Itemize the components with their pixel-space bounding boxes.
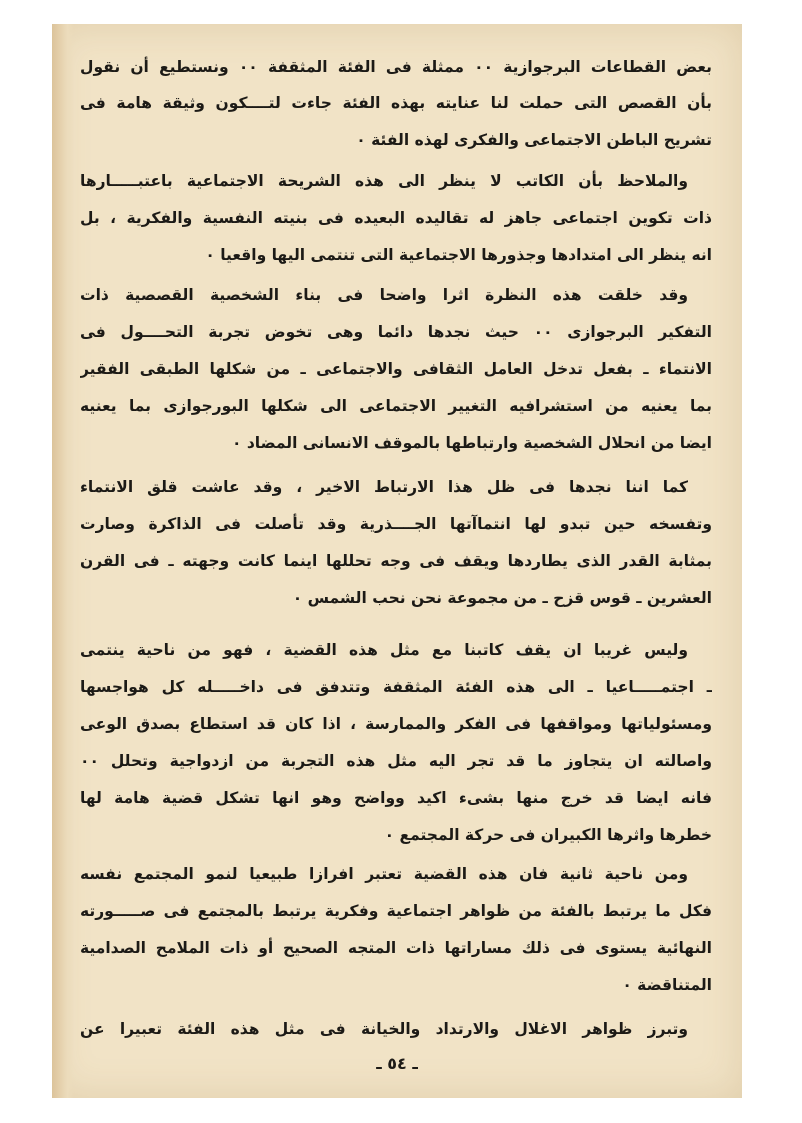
text-line: تشريح الباطن الاجتماعى والفكرى لهذه الفئة ٠ xyxy=(356,131,712,149)
text-line: ـ اجتمـــــاعيا ـ الى هذه الفئة المثقفة وتتدفق فى داخـــــله كل هواجسها xyxy=(80,678,712,696)
text-line: ذات تكوين اجتماعى جاهز له تقاليده البعيده فى بنيته النفسية والفكرية ، بل xyxy=(80,209,712,227)
text-line: بما يعنيه من استشرافيه التغيير الاجتماعى الى شكلها البورجوازى بما يعنيه xyxy=(80,397,712,415)
text-line: التفكير البرجوازى ٠٠ حيث نجدها دائما وهى تخوض تجربة التحــــول فى xyxy=(80,323,712,341)
text-line: ايضا من انحلال الشخصية وارتباطها بالموقف الانسانى المضاد ٠ xyxy=(231,434,712,452)
text-line: الانتماء ـ بفعل تدخل العامل الثقافى والاجتماعى ـ من شكلها الطبقى الفقير xyxy=(80,360,712,378)
text-line: وتبرز ظواهر الاغلال والارتداد والخيانة فى مثل هذه الفئة تعبيرا عن xyxy=(80,1020,688,1038)
text-line: ومسئولياتها ومواقفها فى الفكر والممارسة ، اذا كان قد استطاع بصدق الوعى xyxy=(80,715,712,733)
text-line: العشرين ـ قوس قزح ـ من مجموعة نحن نحب الشمس ٠ xyxy=(292,589,712,607)
text-line: كما اننا نجدها فى ظل هذا الارتباط الاخير ، وقد عاشت قلق الانتماء xyxy=(80,478,688,496)
text-line: والملاحظ بأن الكاتب لا ينظر الى هذه الشريحة الاجتماعية باعتبـــــارها xyxy=(80,172,688,190)
text-line: فانه ايضا قد خرج منها بشىء اكيد وواضح وهو انها تشكل قضية هامة لها xyxy=(80,789,712,807)
text-line: النهائية يستوى فى ذلك مساراتها ذات المتجه الصحيح أو ذات الملامح الصدامية xyxy=(80,939,712,957)
page-spine-shadow xyxy=(52,24,74,1098)
text-line: المتناقضة ٠ xyxy=(622,976,712,994)
text-line: بعض القطاعات البرجوازية ٠٠ ممثلة فى الفئة المثقفة ٠٠ ونستطيع أن نقول xyxy=(80,58,712,76)
text-line: وقد خلقت هذه النظرة اثرا واضحا فى بناء الشخصية القصصية ذات xyxy=(80,286,688,304)
text-line: وتفسخه حين تبدو لها انتماآتها الجــــذرية وقد تأصلت فى الذاكرة وصارت xyxy=(80,515,712,533)
text-line: بمثابة القدر الذى يطاردها ويقف فى وجه تحللها اينما كانت وجهته ـ فى القرن xyxy=(80,552,712,570)
text-line: ومن ناحية ثانية فان هذه القضية تعتبر افرازا طبيعيا لنمو المجتمع نفسه xyxy=(80,865,688,883)
text-line: واصالته ان يتجاوز ما قد تجر اليه مثل هذه التجربة من ازدواجية وتحلل ٠٠ xyxy=(80,752,712,770)
page-number: ـ ٥٤ ـ xyxy=(376,1054,418,1073)
text-line: بأن القصص التى حملت لنا عنايته بهذه الفئة جاءت لتــــكون وثيقة هامة فى xyxy=(80,94,712,112)
text-line: وليس غريبا ان يقف كاتبنا مع مثل هذه القضية ، فهو من ناحية ينتمى xyxy=(80,641,688,659)
book-page xyxy=(52,24,742,1098)
text-line: فكل ما يرتبط بالفئة من ظواهر اجتماعية وفكرية يرتبط بالمجتمع فى صـــــورته xyxy=(80,902,712,920)
text-line: انه ينظر الى امتدادها وجذورها الاجتماعية التى تنتمى اليها واقعيا ٠ xyxy=(205,246,712,264)
text-line: خطرها واثرها الكبيران فى حركة المجتمع ٠ xyxy=(384,826,712,844)
